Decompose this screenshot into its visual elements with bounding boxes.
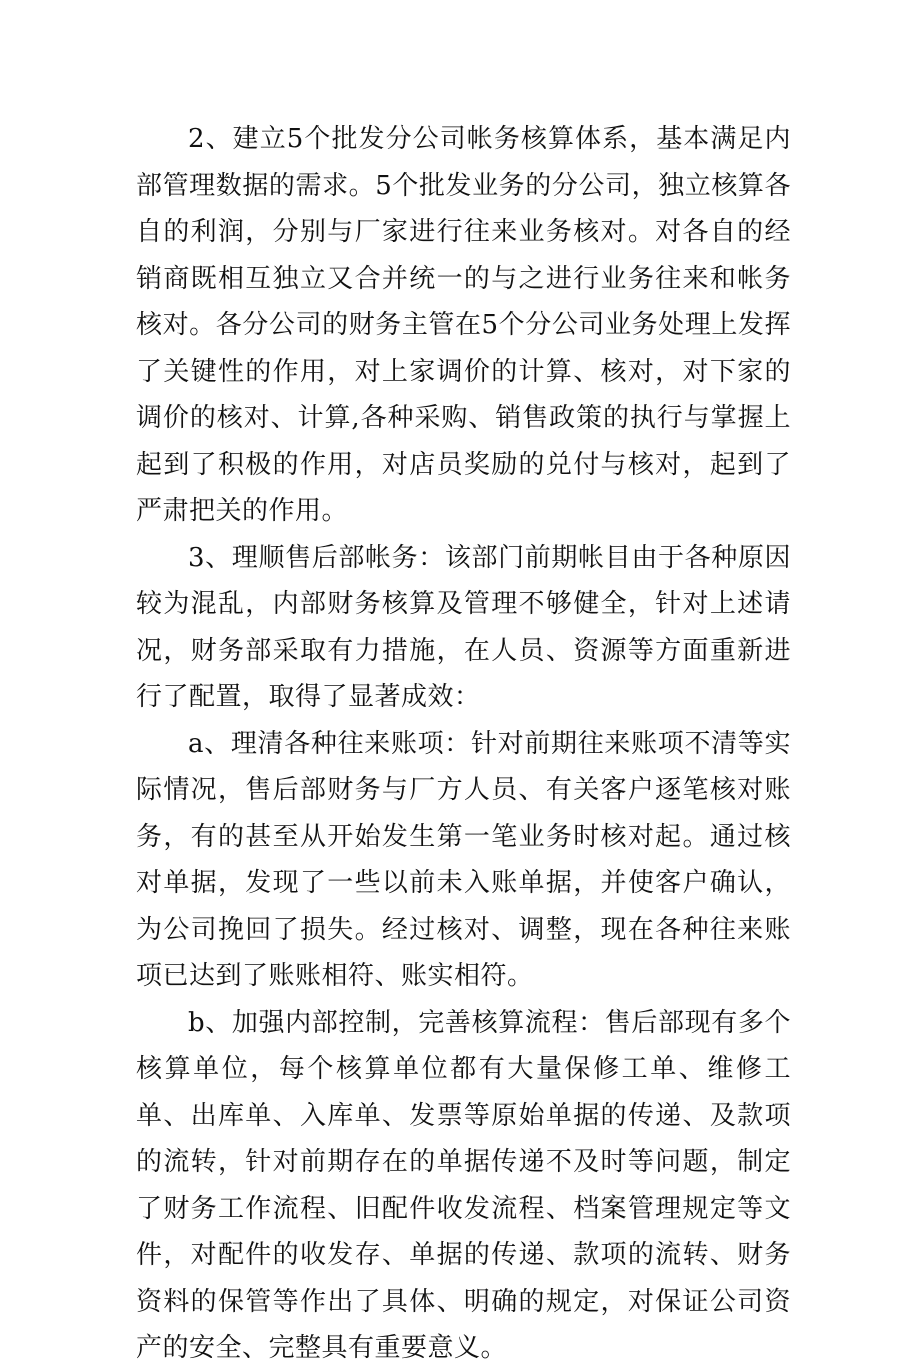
paragraph-3-after-sales-accounts: 3、理顺售后部帐务：该部门前期帐目由于各种原因较为混乱，内部财务核算及管理不够健全，针对上述请况，财务部采取有力措施，在人员、资源等方面重新进行了配置，取得了显著成效：	[136, 542, 791, 712]
paragraph-a-clear-accounts: a、理清各种往来账项：针对前期往来账项不清等实际情况，售后部财务与厂方人员、有关客户逐笔核对账务，有的甚至从开始发生第一笔业务时核对起。通过核对单据，发现了一些以前未入账单据，并使客户确认，为公司挽回了损失。经过核对、调整，现在各种往来账项已达到了账账相符、账实相符。	[136, 728, 791, 991]
document-body	[136, 116, 791, 1372]
paragraph-b-internal-control: b、加强内部控制，完善核算流程：售后部现有多个核算单位，每个核算单位都有大量保修工单、维修工单、出库单、入库单、发票等原始单据的传递、及款项的流转，针对前期存在的单据传递不及时等问题，制定了财务工作流程、旧配件收发流程、档案管理规定等文件，对配件的收发存、单据的传递、款项的流转、财务资料的保管等作出了具体、明确的规定，对保证公司资产的安全、完整具有重要意义。	[136, 1007, 791, 1363]
paragraph-2-wholesale-accounting: 2、建立5个批发分公司帐务核算体系，基本满足内部管理数据的需求。5个批发业务的分公司，独立核算各自的利润，分别与厂家进行往来业务核对。对各自的经销商既相互独立又合并统一的与之进行业务往来和帐务核对。各分公司的财务主管在5个分公司业务处理上发挥了关键性的作用，对上家调价的计算、核对，对下家的调价的核对、计算,各种采购、销售政策的执行与掌握上起到了积极的作用，对店员奖励的兑付与核对，起到了严肃把关的作用。	[136, 124, 791, 526]
